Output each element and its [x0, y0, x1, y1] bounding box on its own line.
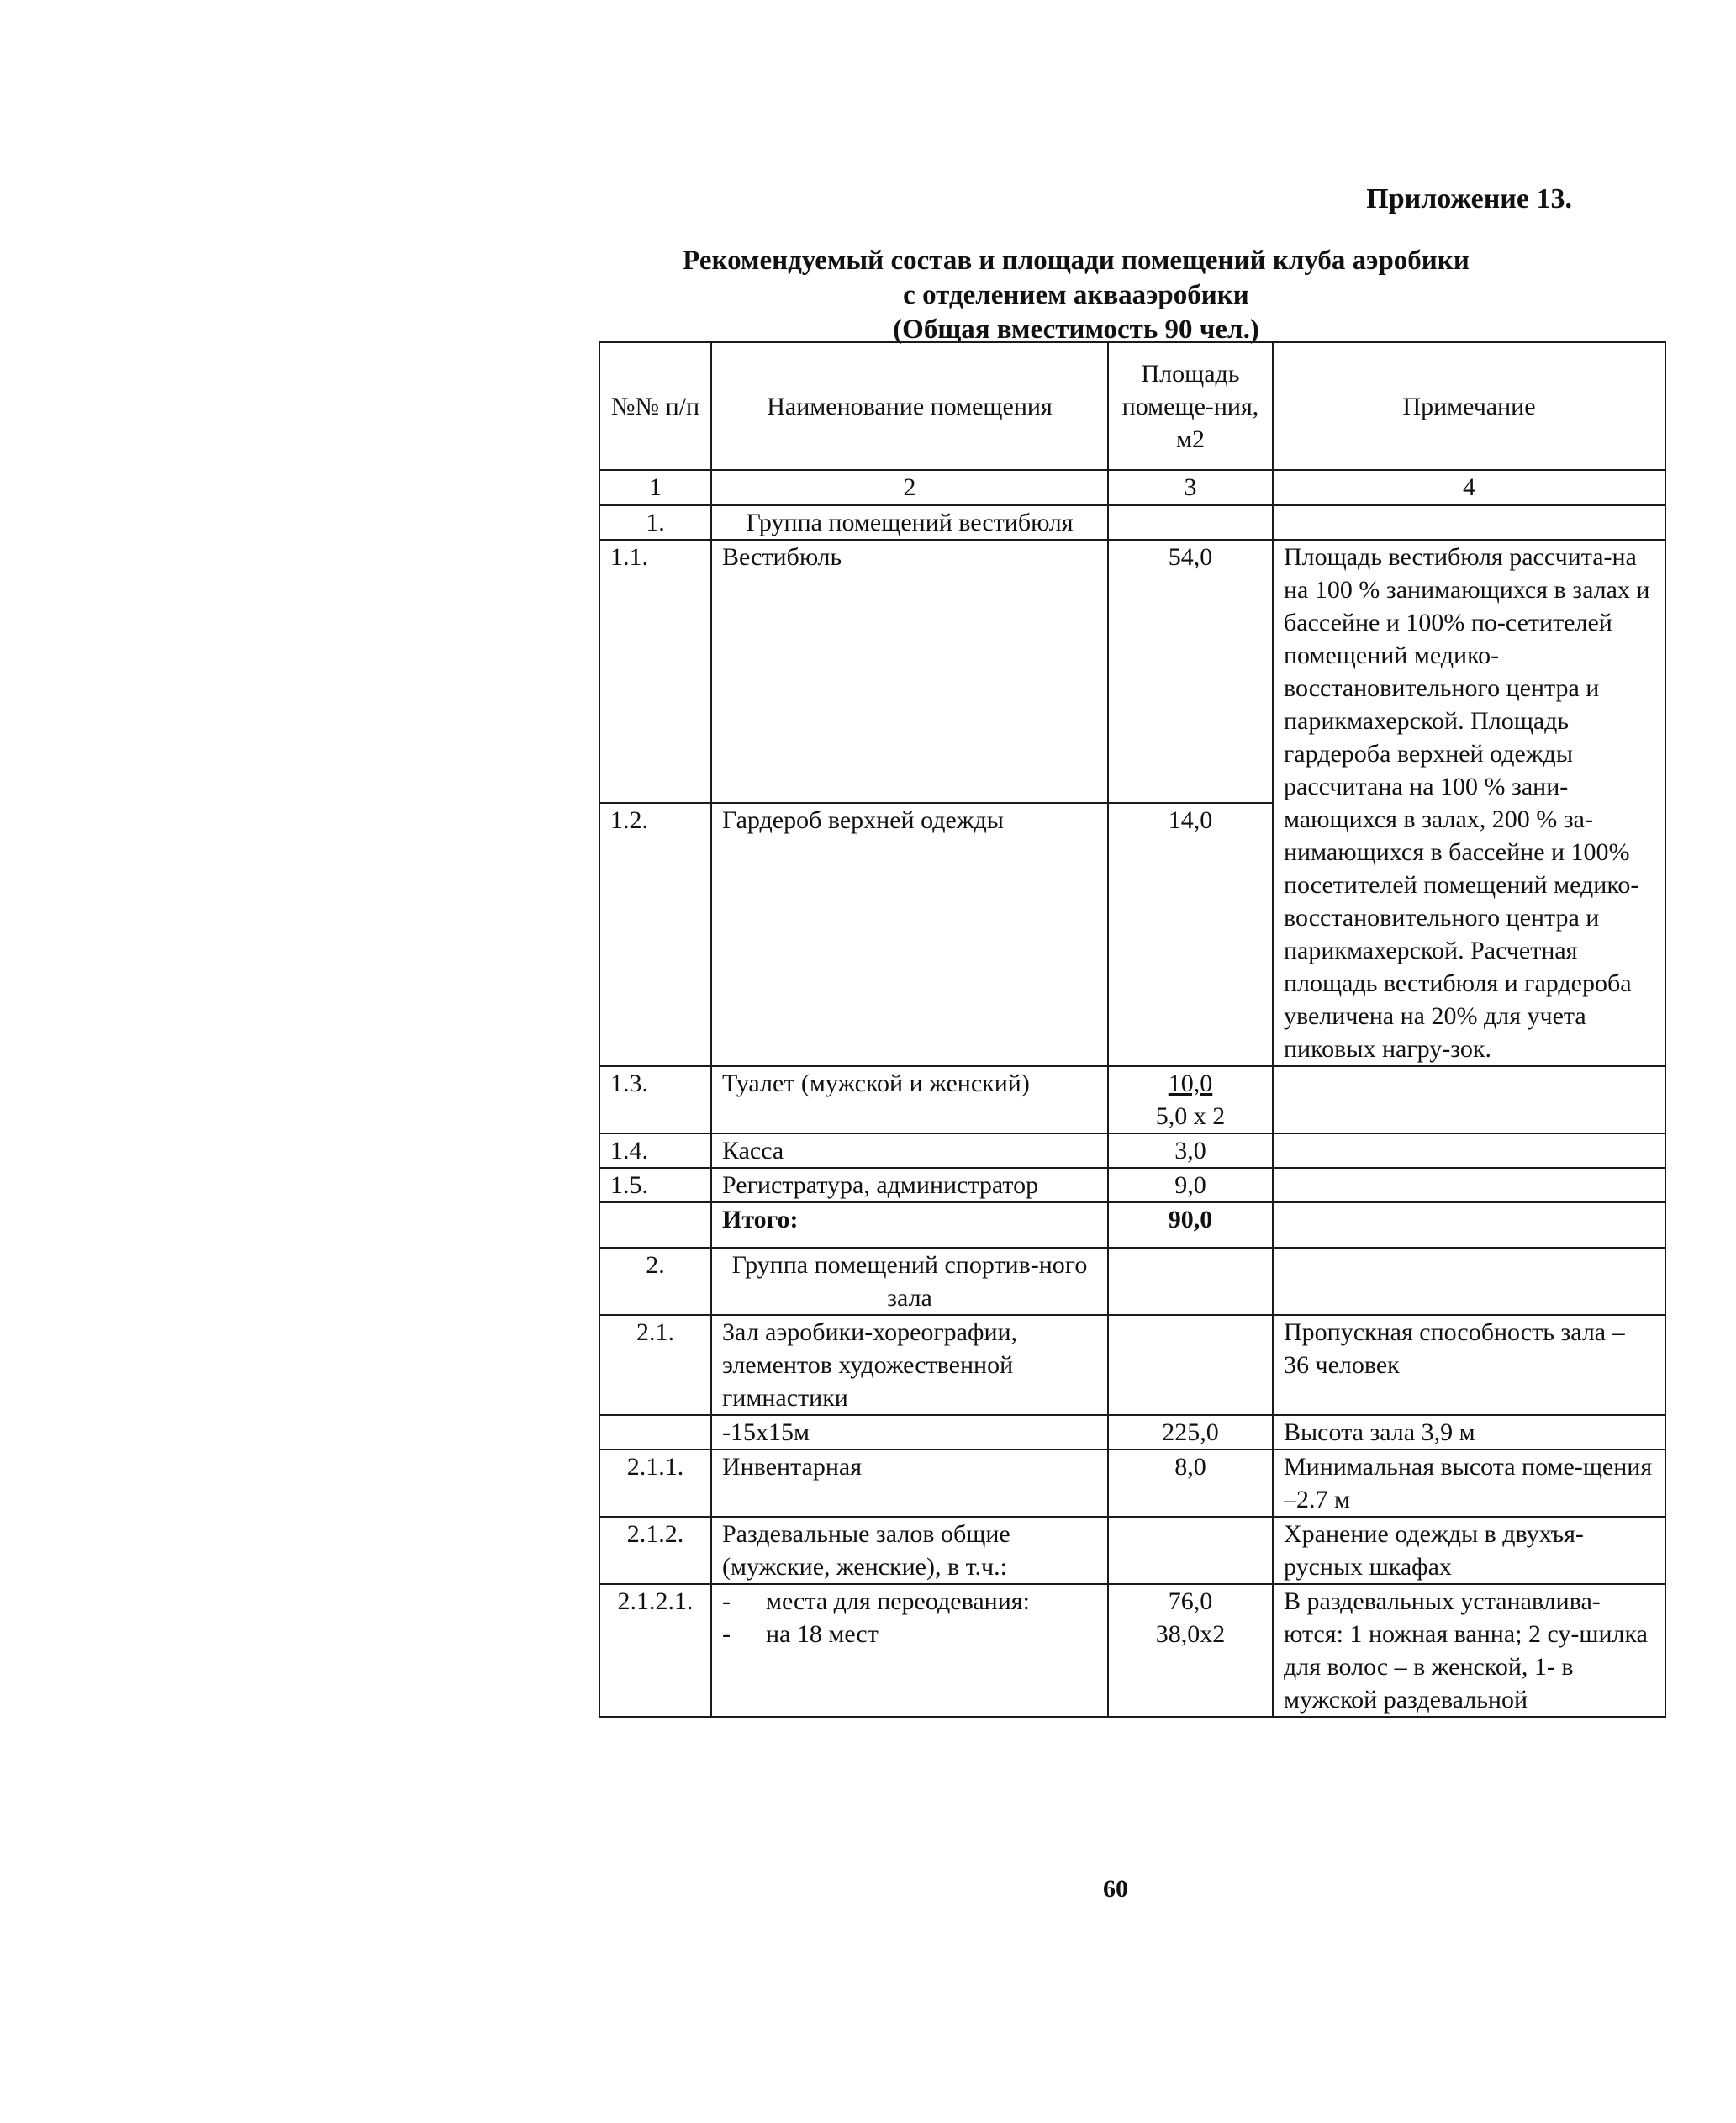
- room-name: Гардероб верхней одежды: [711, 803, 1108, 1066]
- room-name: Вестибюль: [711, 540, 1108, 803]
- row-number: 1.: [599, 505, 711, 540]
- row-number: 2.1.1.: [599, 1450, 711, 1517]
- bullet-dash: -: [722, 1587, 731, 1615]
- row-number: 1.3.: [599, 1066, 711, 1133]
- table-row: [599, 1584, 1665, 1717]
- row-number: 1.1.: [599, 540, 711, 803]
- list-item: [722, 1585, 1097, 1618]
- area-cell: [1108, 1584, 1273, 1717]
- room-name: Касса: [711, 1133, 1108, 1168]
- table-row: [599, 1066, 1665, 1133]
- table-row: [599, 1133, 1665, 1168]
- note-cell: Минимальная высота поме-щения –2.7 м: [1273, 1450, 1665, 1517]
- table-row: [599, 1202, 1665, 1248]
- area-breakdown: 5,0 х 2: [1155, 1102, 1226, 1130]
- column-number: 4: [1273, 470, 1665, 505]
- area-cell: [1108, 1315, 1273, 1415]
- area-cell: [1108, 505, 1273, 540]
- area-cell: [1108, 1517, 1273, 1584]
- area-breakdown: 38,0х2: [1155, 1620, 1226, 1648]
- note-cell: [1273, 1066, 1665, 1133]
- area-cell: 54,0: [1108, 540, 1273, 803]
- title-line-1: Рекомендуемый состав и площади помещений клуба аэробики: [683, 246, 1470, 276]
- header-area: Площадь помеще-ния, м2: [1108, 342, 1273, 470]
- room-name: Инвентарная: [711, 1450, 1108, 1517]
- table-row: [599, 1517, 1665, 1584]
- note-cell: Высота зала 3,9 м: [1273, 1415, 1665, 1450]
- row-number: 1.4.: [599, 1133, 711, 1168]
- row-number: 2.1.: [599, 1315, 711, 1415]
- title-line-3: (Общая вместимость 90 чел.): [893, 314, 1259, 345]
- note-cell: [1273, 1168, 1665, 1202]
- room-name: Туалет (мужской и женский): [711, 1066, 1108, 1133]
- table-row: [599, 1415, 1665, 1450]
- rooms-table: [599, 341, 1666, 1718]
- total-label: Итого:: [711, 1202, 1108, 1248]
- header-name: Наименование помещения: [711, 342, 1108, 470]
- area-cell: 225,0: [1108, 1415, 1273, 1450]
- room-name: [711, 1584, 1108, 1717]
- note-cell: В раздевальных устанавлива-ются: 1 ножная ванна; 2 су-шилка для волос – в женской, 1- в мужской раздевальной: [1273, 1584, 1665, 1717]
- area-total: 76,0: [1168, 1587, 1213, 1615]
- room-name: Регистратура, администратор: [711, 1168, 1108, 1202]
- room-name: -15х15м: [711, 1415, 1108, 1450]
- column-number: 3: [1108, 470, 1273, 505]
- table-row: [599, 1450, 1665, 1517]
- row-number: 2.1.2.1.: [599, 1584, 711, 1717]
- room-name: Зал аэробики-хореографии, элементов художественной гимнастики: [711, 1315, 1108, 1415]
- note-cell: [1273, 1248, 1665, 1315]
- table-row: [599, 1315, 1665, 1415]
- list-item: [722, 1618, 1097, 1650]
- column-number: 2: [711, 470, 1108, 505]
- title-line-2: с отделением аквааэробики: [903, 280, 1249, 310]
- area-cell: [1108, 1066, 1273, 1133]
- area-total: 10,0: [1168, 1069, 1213, 1097]
- group-title: Группа помещений вестибюля: [711, 505, 1108, 540]
- bullet-dash: -: [722, 1620, 731, 1648]
- table-row: [599, 1168, 1665, 1202]
- area-cell: 3,0: [1108, 1133, 1273, 1168]
- note-cell: Пропускная способность зала – 36 человек: [1273, 1315, 1665, 1415]
- area-cell: 8,0: [1108, 1450, 1273, 1517]
- row-number: 1.5.: [599, 1168, 711, 1202]
- appendix-label: Приложение 13.: [1366, 183, 1572, 214]
- column-number-row: [599, 470, 1665, 505]
- area-cell: 14,0: [1108, 803, 1273, 1066]
- note-cell: [1273, 505, 1665, 540]
- note-cell: Хранение одежды в двухъя-русных шкафах: [1273, 1517, 1665, 1584]
- area-cell: 9,0: [1108, 1168, 1273, 1202]
- area-cell: [1108, 1248, 1273, 1315]
- list-item-text: на 18 мест: [766, 1620, 879, 1648]
- row-number: 2.: [599, 1248, 711, 1315]
- room-name: Раздевальные залов общие (мужские, женские), в т.ч.:: [711, 1517, 1108, 1584]
- header-num: №№ п/п: [599, 342, 711, 470]
- row-number: 2.1.2.: [599, 1517, 711, 1584]
- total-area: 90,0: [1108, 1202, 1273, 1248]
- table-header-row: [599, 342, 1665, 470]
- note-cell: [1273, 1202, 1665, 1248]
- document-title: [639, 244, 1513, 347]
- table-row: [599, 540, 1665, 803]
- column-number: 1: [599, 470, 711, 505]
- page-number: 60: [1103, 1875, 1128, 1903]
- row-number: [599, 1415, 711, 1450]
- table-row: [599, 1248, 1665, 1315]
- table-row: [599, 505, 1665, 540]
- row-number: [599, 1202, 711, 1248]
- list-item-text: места для переодевания:: [766, 1587, 1030, 1615]
- row-number: 1.2.: [599, 803, 711, 1066]
- header-note: Примечание: [1273, 342, 1665, 470]
- group-title: Группа помещений спортив-ного зала: [711, 1248, 1108, 1315]
- note-cell: [1273, 1133, 1665, 1168]
- note-cell: Площадь вестибюля рассчита-на на 100 % занимающихся в залах и бассейне и 100% по-сетителей помещений медико-восстановительного центра и парикмахерской. Площадь гардероба верхней одежды рассчитана на 100 % зани-мающихся в залах, 200 % за-нимающихся в бассейне и 100% посетителей помещений медико-восстановительного центра и парикмахерской. Расчетная площадь вестибюля и гардероба увеличена на 20% для учета пиковых нагру-зок.: [1273, 540, 1665, 1066]
